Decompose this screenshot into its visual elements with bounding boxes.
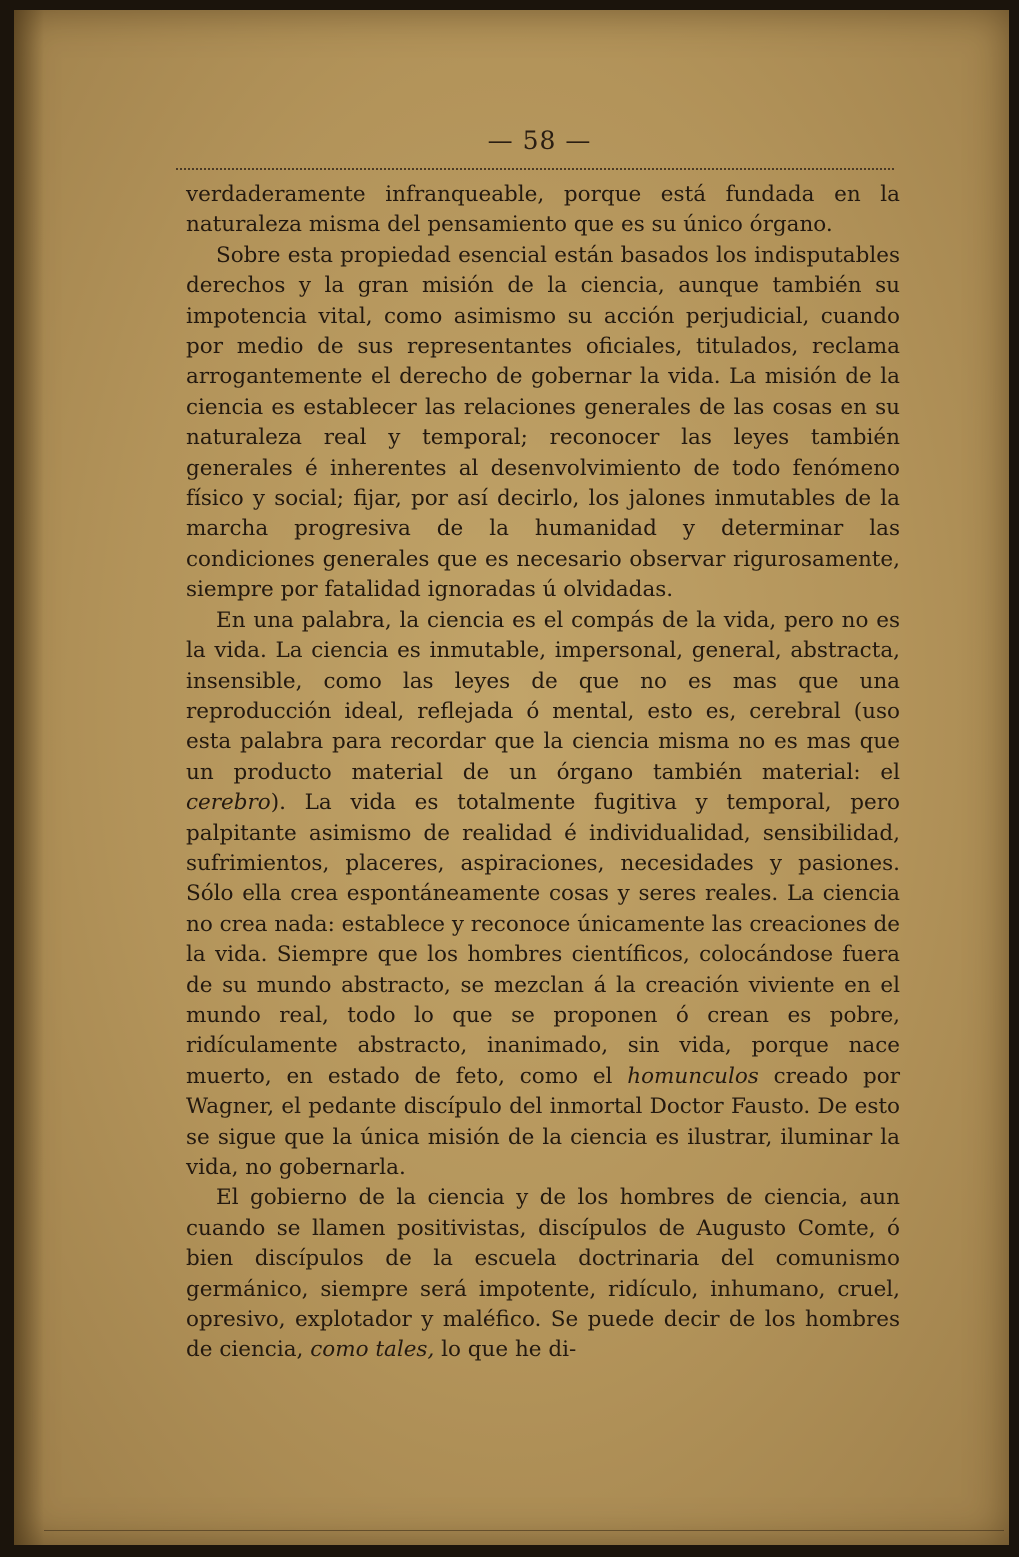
paragraph (186, 606, 900, 1184)
text-run: El gobierno de la ciencia y de los hombres de ciencia, aun cuando se llamen positivistas, discípulos de Augusto Comte, ó bien discípulos de la escuela doctrinaria del comunismo germánico, siempre será impotente, ridículo, inhumano, cruel, opresivo, explotador y maléfico. Se puede decir de los hombres de ciencia, (186, 1185, 900, 1363)
text-run: ). La vida es totalmente fugitiva y temporal, pero palpitante asimismo de realidad é individualidad, sensibilidad, sufrimientos, placeres, aspiraciones, necesidades y pasiones. Sólo ella crea espontáneamente cosas y seres reales. La ciencia no crea nada: establece y reconoce únicamente las creaciones de la vida. Siempre que los hombres científicos, colocándose fuera de su mundo abstracto, se mezclan á la creación viviente en el mundo real, todo lo que se proponen ó crean es pobre, ridículamente abstracto, inanimado, sin vida, porque nace muerto, en estado de feto, como el (186, 790, 900, 1089)
paragraph (186, 1183, 900, 1365)
page-number: — 58 — (487, 126, 592, 155)
text-run: lo que he di- (434, 1337, 577, 1363)
book-page (14, 10, 1009, 1545)
page-binding-shadow (14, 10, 44, 1545)
text-run: creado por Wagner, el pedante discípulo del inmortal Doctor Fausto. De esto se sigue que la única misión de la ciencia es ilustrar, iluminar la vida, no gobernarla. (186, 1063, 900, 1180)
text-run: En una palabra, la ciencia es el compás de la vida, pero no es la vida. La ciencia es inmutable, impersonal, general, abstracta, insensible, como las leyes de que no es mas que una reproducción ideal, reflejada ó mental, esto es, cerebral (uso esta palabra para recordar que la ciencia misma no es mas que un producto material de un órgano también material: el (186, 607, 900, 785)
paragraph (186, 180, 900, 241)
italic-phrase: cerebro (186, 790, 271, 816)
bottom-rule (44, 1530, 1004, 1531)
italic-phrase: como tales, (310, 1337, 435, 1363)
italic-phrase: homunculos (627, 1063, 759, 1089)
body-text (186, 180, 900, 1366)
header-rule (176, 168, 894, 170)
text-run: verdaderamente infranqueable, porque está fundada en la naturaleza misma del pensamiento que es su único órgano. (186, 182, 900, 238)
paragraph (186, 241, 900, 606)
text-run: Sobre esta propiedad esencial están basados los indisputables derechos y la gran misión de la ciencia, aunque también su impotencia vital, como asimismo su acción perjudicial, cuando por medio de sus representantes oficiales, titulados, reclama arrogantemente el derecho de gobernar la vida. La misión de la ciencia es establecer las relaciones generales de las cosas en su naturaleza real y temporal; reconocer las leyes también generales é inherentes al desenvolvimiento de todo fenómeno físico y social; fijar, por así decirlo, los jalones inmutables de la marcha progresiva de la humanidad y determinar las condiciones generales que es necesario observar rigurosamente, siempre por fatalidad ignoradas ú olvidadas. (186, 242, 900, 603)
